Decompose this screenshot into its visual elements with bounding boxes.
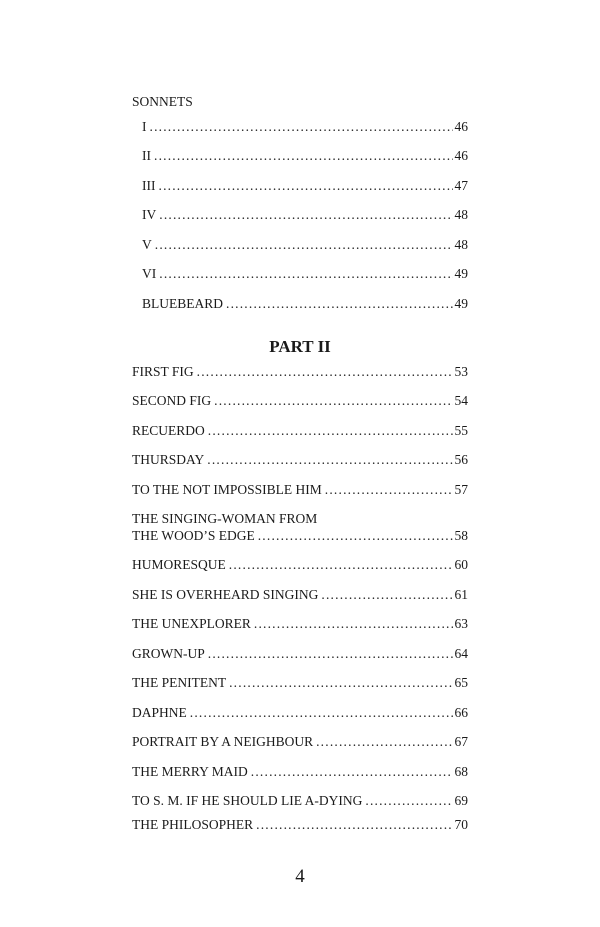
toc-entry [132, 482, 468, 498]
entry-title: TO THE NOT IMPOSSIBLE HIM [132, 482, 322, 497]
entry-title: THE PHILOSOPHER [132, 817, 254, 832]
entry-page: 46 [454, 119, 468, 134]
entry-page: 56 [454, 452, 468, 467]
entry-title: DAPHNE [132, 705, 187, 720]
entry-title: SHE IS OVERHEARD SINGING [132, 587, 319, 602]
entry-title: THE WOOD’S EDGE [132, 528, 255, 543]
entry-title: TO S. M. IF HE SHOULD LIE A-DYING [132, 793, 363, 808]
leader-dots [321, 587, 452, 603]
entry-page: 49 [454, 266, 468, 281]
entry-page: 69 [454, 793, 468, 808]
toc-entry-sonnet-3 [142, 178, 468, 194]
entry-page: 60 [454, 557, 468, 572]
toc-entry [132, 364, 468, 380]
entry-title: GROWN-UP [132, 646, 205, 661]
entry-page: 67 [454, 734, 468, 749]
leader-dots [208, 646, 453, 662]
entry-title: THE PENITENT [132, 675, 227, 690]
toc-entry-sonnet-5 [142, 237, 468, 253]
leader-dots [159, 207, 452, 223]
leader-dots [316, 734, 452, 750]
sonnets-heading: SONNETS [132, 94, 193, 109]
leader-dots [251, 764, 453, 780]
entry-page: 46 [454, 148, 468, 163]
leader-dots [365, 793, 452, 809]
entry-title: III [142, 178, 156, 193]
entry-title: IV [142, 207, 157, 222]
entry-page: 55 [454, 423, 468, 438]
entry-title: VI [142, 266, 157, 281]
leader-dots [214, 393, 452, 409]
toc-entry [132, 817, 468, 833]
entry-page: 54 [454, 393, 468, 408]
entry-page: 58 [454, 528, 468, 543]
leader-dots [207, 452, 452, 468]
leader-dots [159, 178, 453, 194]
entry-title: BLUEBEARD [142, 296, 223, 311]
entry-page: 68 [454, 764, 468, 779]
entry-page: 48 [454, 237, 468, 252]
entry-title: RECUERDO [132, 423, 205, 438]
entry-title: HUMORESQUE [132, 557, 226, 572]
leader-dots [254, 616, 453, 632]
entry-title: THURSDAY [132, 452, 205, 467]
toc-entry-sonnet-6 [142, 266, 468, 282]
entry-page: 66 [454, 705, 468, 720]
part-heading: PART II [269, 337, 331, 356]
toc-entry [132, 528, 468, 544]
leader-dots [190, 705, 453, 721]
leader-dots [226, 296, 453, 312]
entry-title: V [142, 237, 152, 252]
toc-entry [132, 557, 468, 573]
entry-page: 63 [454, 616, 468, 631]
toc-entry [132, 646, 468, 662]
entry-title: SECOND FIG [132, 393, 212, 408]
page-number: 4 [295, 866, 305, 887]
toc-entry [132, 764, 468, 780]
toc-entry [132, 705, 468, 721]
toc-entry [132, 423, 468, 439]
entry-title: THE MERRY MAID [132, 764, 248, 779]
toc-entry [132, 734, 468, 750]
entry-title: I [142, 119, 147, 134]
entry-page: 64 [454, 646, 468, 661]
leader-dots [155, 237, 453, 253]
toc-entry-sonnet-2 [142, 148, 468, 164]
leader-dots [159, 266, 452, 282]
entry-page: 47 [454, 178, 468, 193]
entry-title: PORTRAIT BY A NEIGHBOUR [132, 734, 314, 749]
entry-page: 48 [454, 207, 468, 222]
leader-dots [229, 557, 453, 573]
leader-dots [150, 119, 453, 135]
leader-dots [229, 675, 452, 691]
entry-title: FIRST FIG [132, 364, 194, 379]
leader-dots [258, 528, 453, 544]
toc-entry-bluebeard [142, 296, 468, 312]
leader-dots [325, 482, 453, 498]
leader-dots [154, 148, 453, 164]
entry-page: 53 [454, 364, 468, 379]
leader-dots [256, 817, 452, 833]
toc-entry [132, 452, 468, 468]
entry-title: II [142, 148, 151, 163]
entry-title-line: THE SINGING-WOMAN FROM [132, 511, 318, 526]
entry-page: 49 [454, 296, 468, 311]
entry-page: 65 [454, 675, 468, 690]
toc-entry [132, 616, 468, 632]
leader-dots [208, 423, 453, 439]
toc-entry-sonnet-4 [142, 207, 468, 223]
toc-entry-sonnet-1 [142, 119, 468, 135]
entry-page: 61 [454, 587, 468, 602]
entry-page: 70 [454, 817, 468, 832]
toc-entry [132, 393, 468, 409]
toc-entry [132, 793, 468, 809]
leader-dots [197, 364, 453, 380]
toc-entry [132, 675, 468, 691]
entry-title: THE UNEXPLORER [132, 616, 251, 631]
toc-entry [132, 587, 468, 603]
entry-page: 57 [454, 482, 468, 497]
